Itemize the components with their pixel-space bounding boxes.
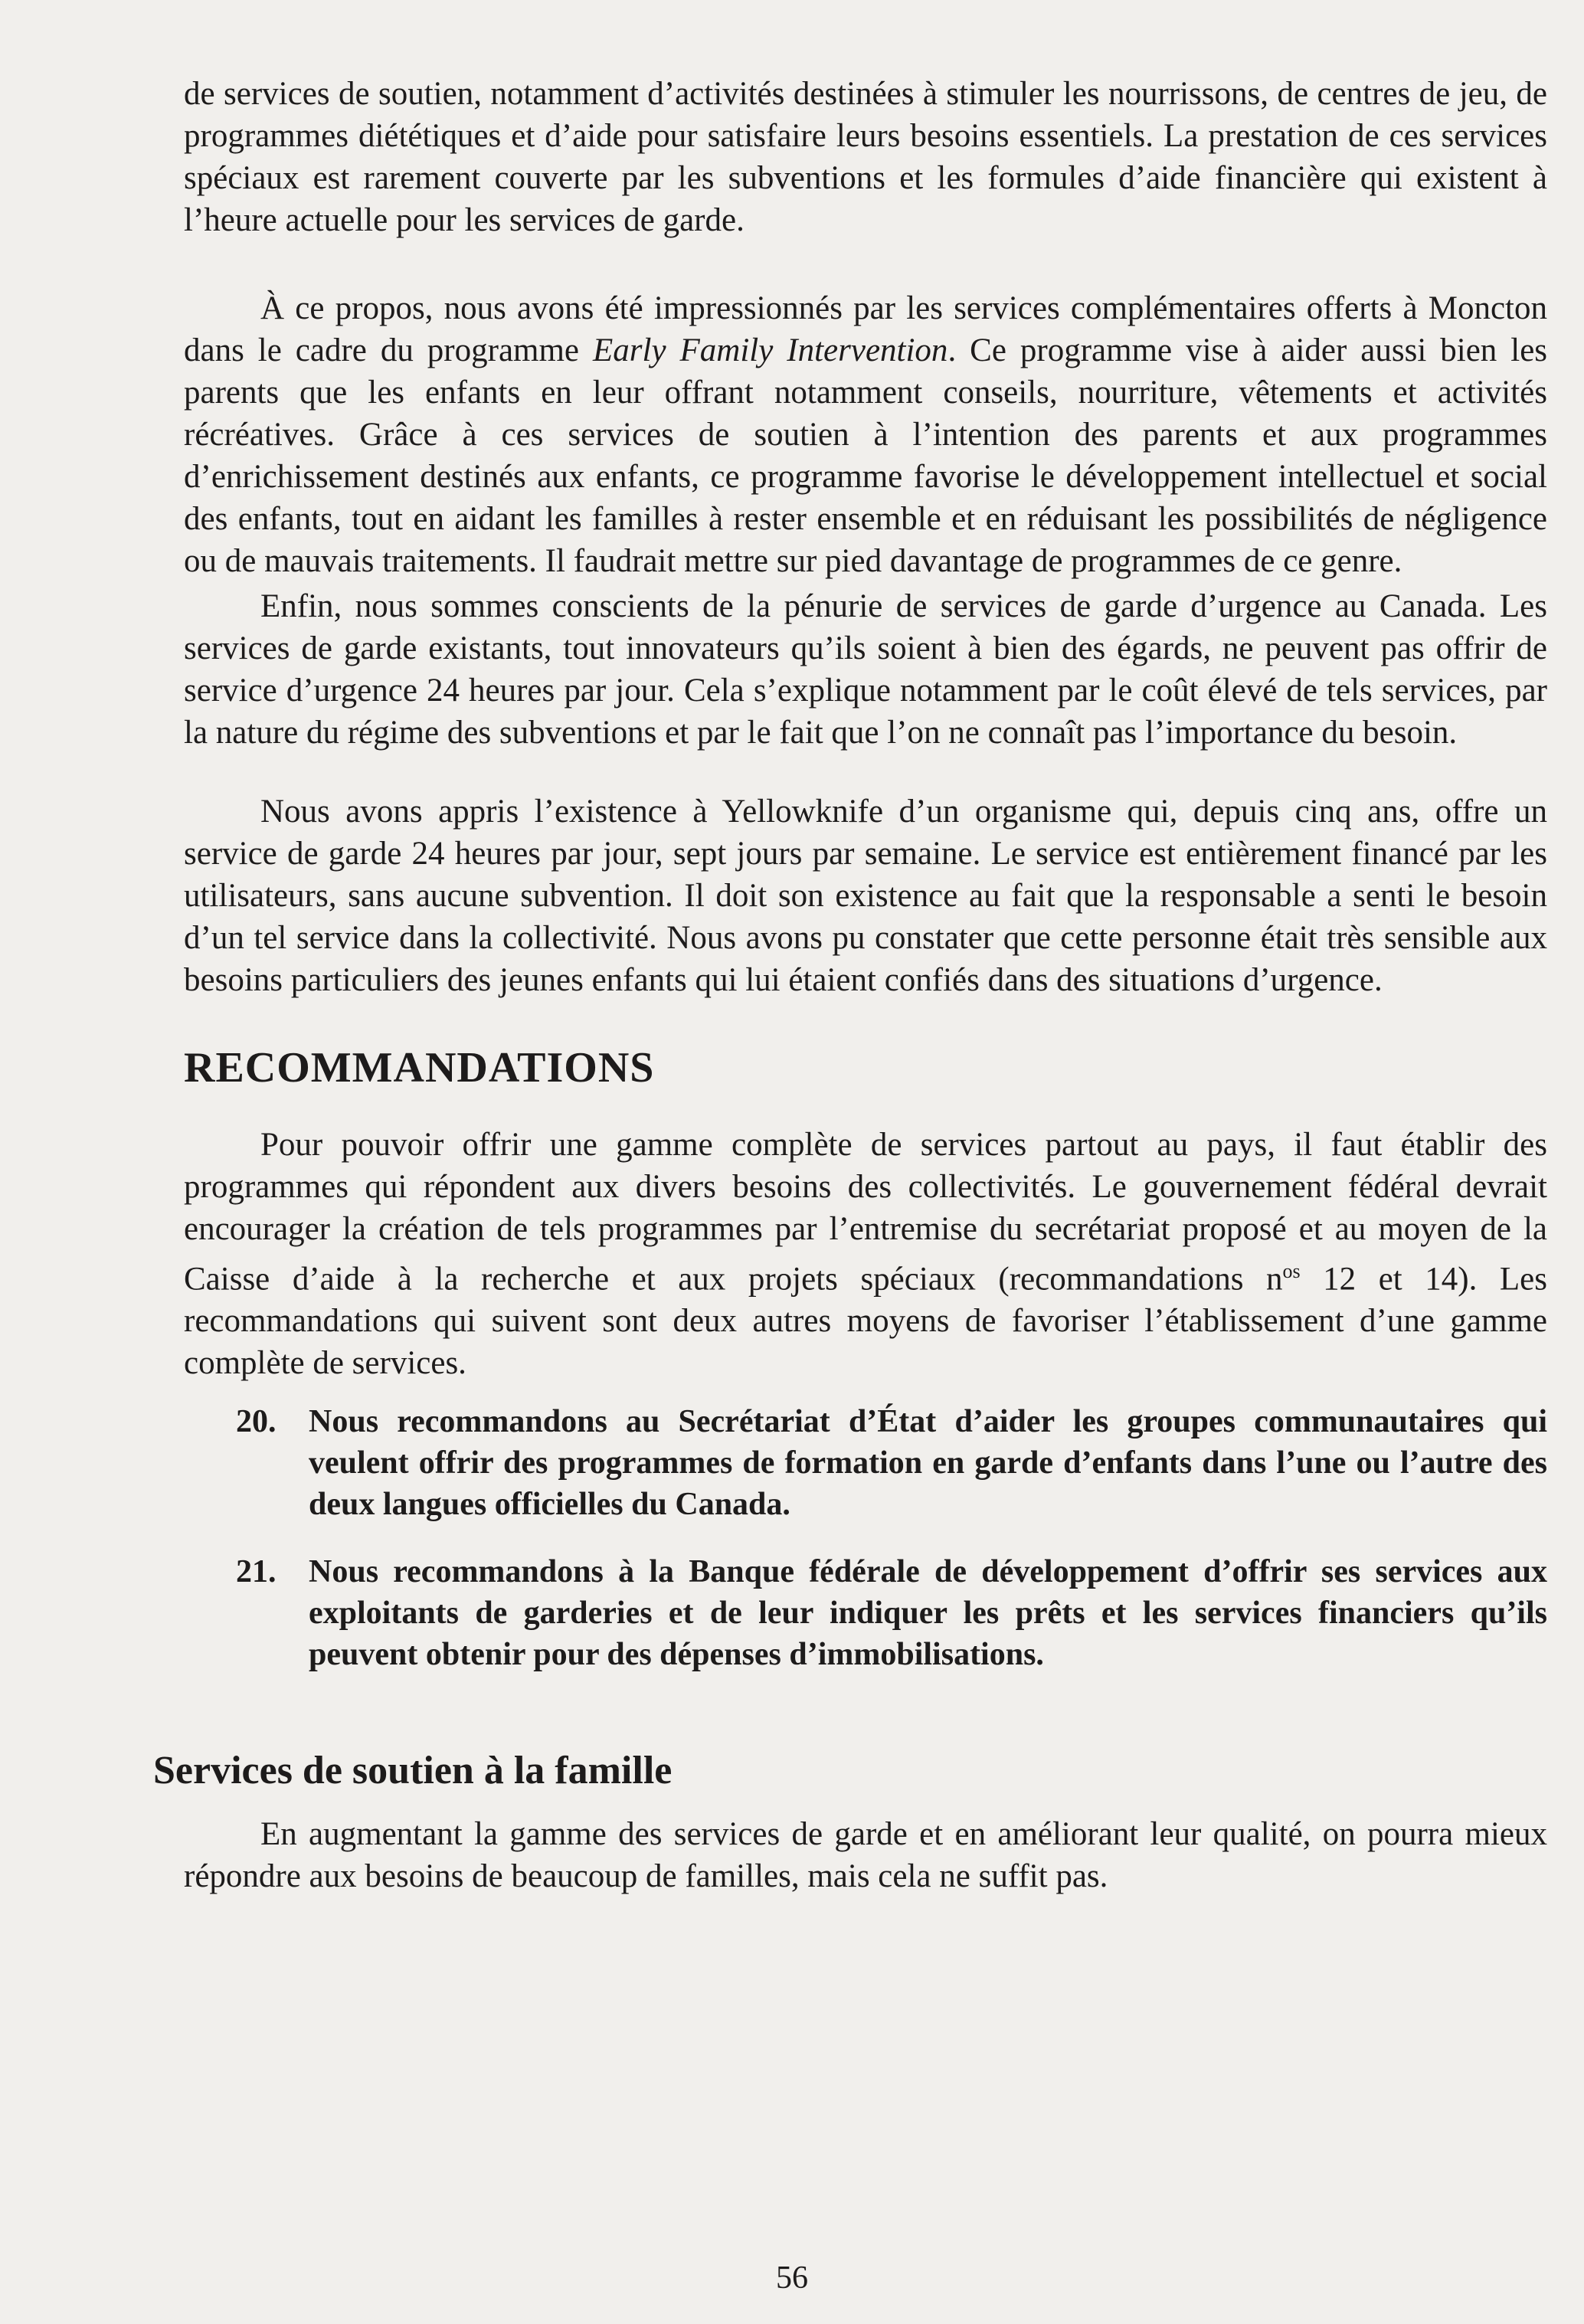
paragraph-moncton-end: . Ce programme vise à aider aussi bien les parents que les enfants en leur offrant notamment conseils, nourriture, vêtements et activités récréatives. Grâce à ces services de soutien à l’intention des parents et aux programmes d’enrichissement destinés aux enfants, ce programme favorise le développement intellectuel et social des enfants, tout en aidant les familles à rester ensemble et en réduisant les possibilités de négligence ou de mauvais traitements. Il faudrait mettre sur pied davantage de programmes de ce genre.: [184, 332, 1548, 579]
page-number: 56: [776, 2260, 808, 2296]
recommendation-text: Nous recommandons au Secrétariat d’État d’aider les groupes communautaires qui veulent offrir des programmes de formation en garde d’enfants dans l’une ou l’autre des deux langues officielles du Canada.: [309, 1404, 1547, 1523]
recommendation-text: Nous recommandons à la Banque fédérale de développement d’offrir ses services aux exploitants de garderies et de leur indiquer les prêts et les services financiers qu’ils peuvent obtenir pour des dépenses d’immobilisations.: [309, 1554, 1547, 1673]
paragraph-gamme-start: Pour pouvoir offrir une gamme complète de services partout au pays, il faut établir des programmes qui répondent aux divers besoins des collectivités. Le gouvernement fédéral devrait encourager la création de tels programmes par l’entremise du secrétariat proposé et au moyen de la Caisse d’aide à la recherche et aux projets spéciaux (recommandations n: [184, 1127, 1547, 1298]
paragraph-continued: de services de soutien, notamment d’activités destinées à stimuler les nourrissons, de centres de jeu, de programmes diététiques et d’aide pour satisfaire leurs besoins essentiels. La prestation de ces services spéciaux est rarement couverte par les subventions et les formules d’aide financière qui existent à l’heure actuelle pour les services de garde.: [184, 76, 1547, 238]
recommendation-21: [236, 1551, 1547, 1675]
heading-services-soutien-famille: Services de soutien à la famille: [153, 1749, 673, 1793]
paragraph-urgence: Enfin, nous sommes conscients de la pénurie de services de garde d’urgence au Canada. Les services de garde existants, tout innovateurs qu’ils soient à bien des égards, ne peuvent pas offrir de service d’urgence 24 heures par jour. Cela s’explique notamment par le coût élevé de tels services, par la nature du régime des subventions et par le fait que l’on ne connaît pas l’importance du besoin.: [184, 588, 1547, 751]
paragraph-gamme-end: 12 et 14). Les recommandations qui suivent sont deux autres moyens de favoriser l’établissement d’une gamme complète de services.: [184, 1261, 1547, 1382]
paragraph-familles: En augmentant la gamme des services de garde et en améliorant leur qualité, on pourra mieux répondre aux besoins de beaucoup de familles, mais cela ne suffit pas.: [184, 1816, 1547, 1895]
paragraph-moncton-start: À ce propos, nous avons été impressionnés par les services complémentaires offerts à Moncton dans le cadre du programme: [184, 290, 1547, 368]
paragraph-yellowknife: Nous avons appris l’existence à Yellowknife d’un organisme qui, depuis cinq ans, offre un service de garde 24 heures par jour, sept jours par semaine. Le service est entièrement financé par les utilisateurs, sans aucune subvention. Il doit son existence au fait que la responsable a senti le besoin d’un tel service dans la collectivité. Nous avons pu constater que cette personne était très sensible aux besoins particuliers des jeunes enfants qui lui étaient confiés dans des situations d’urgence.: [184, 794, 1547, 998]
text-column: [153, 73, 1548, 1897]
recommendation-20: [236, 1401, 1547, 1525]
recommendation-number: 21.: [236, 1554, 277, 1590]
superscript-os: os: [1282, 1260, 1301, 1282]
program-name: Early Family Intervention: [593, 332, 948, 368]
heading-recommandations: RECOMMANDATIONS: [184, 1044, 655, 1092]
recommendation-number: 20.: [236, 1404, 277, 1440]
paragraph-moncton: [184, 287, 1547, 582]
paragraph-gamme: [184, 1124, 1547, 1384]
